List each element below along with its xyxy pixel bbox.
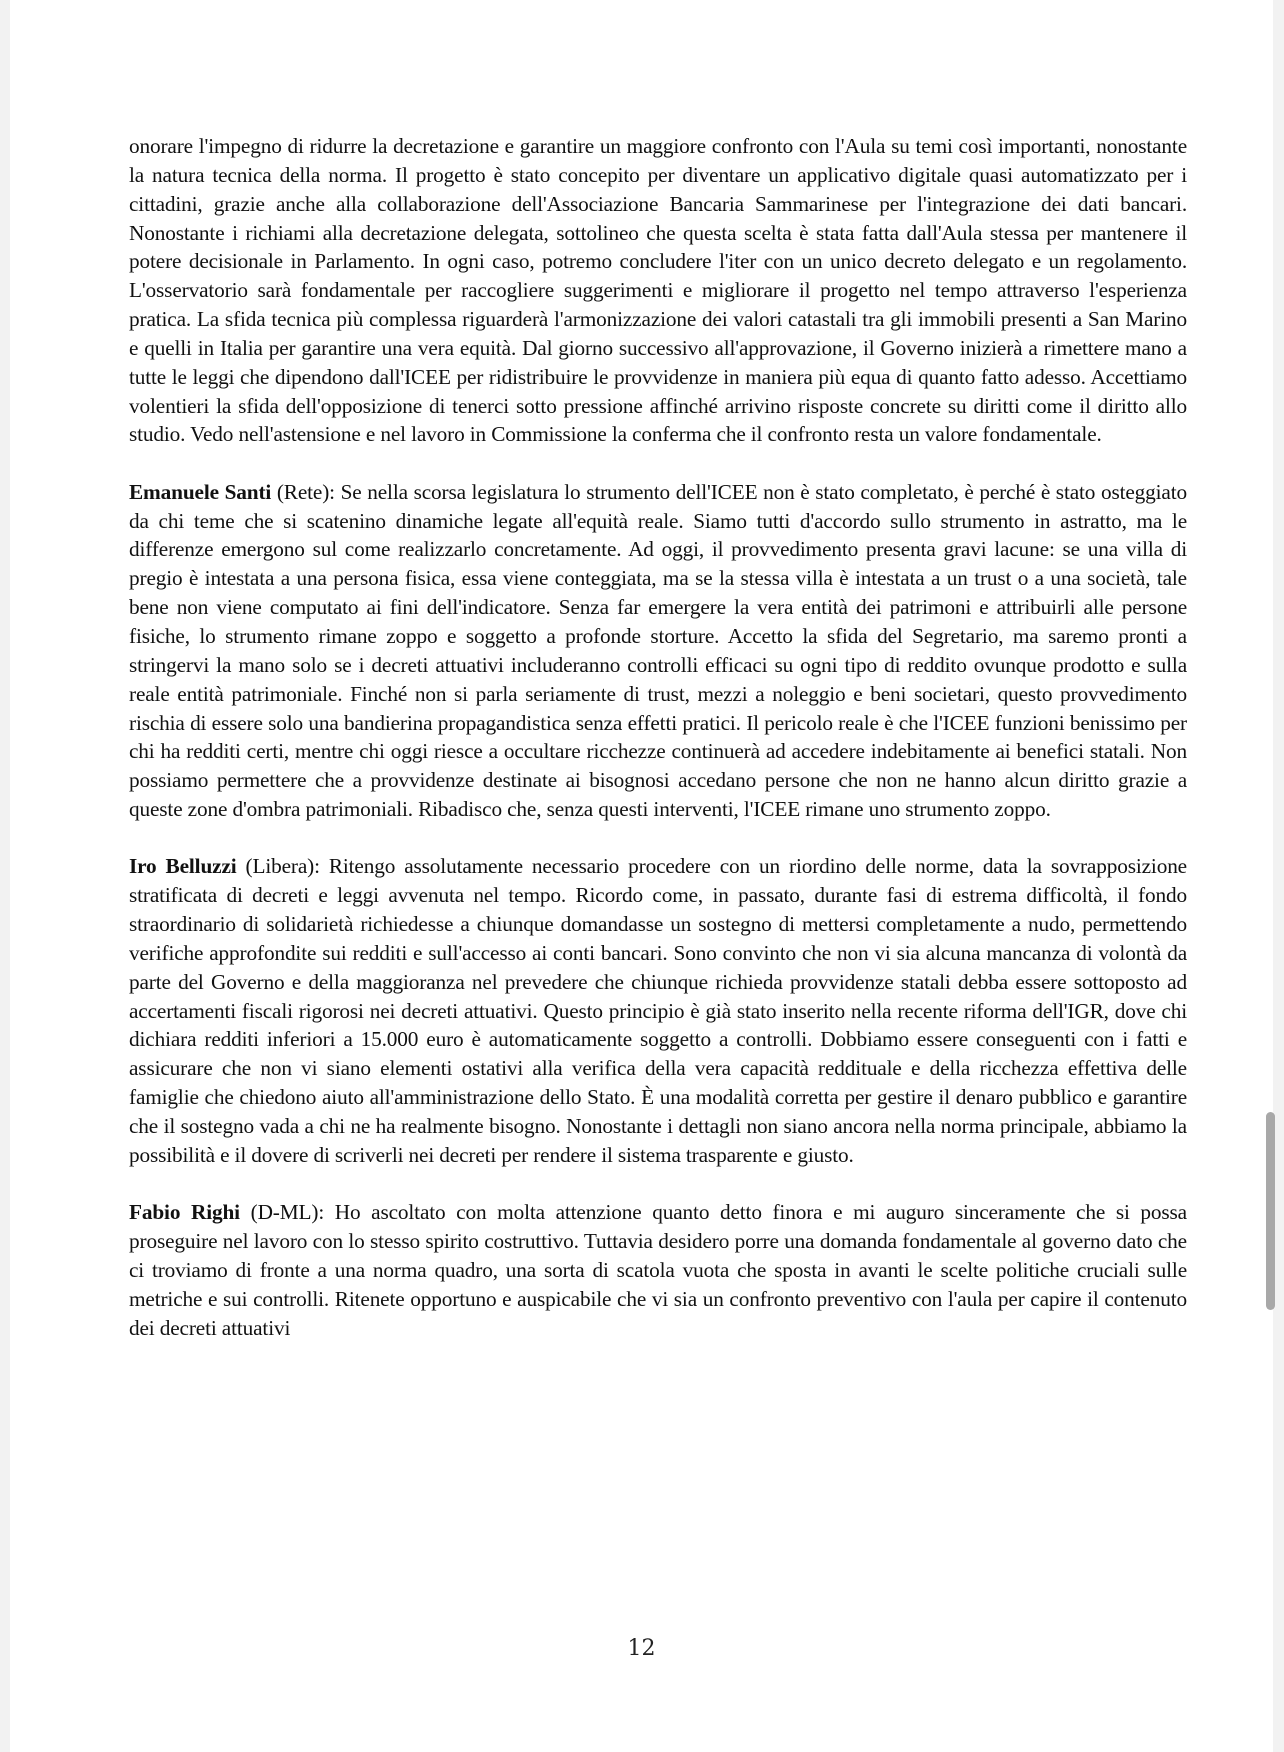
paragraph-speech — [129, 478, 1187, 824]
scrollbar-thumb[interactable] — [1266, 1112, 1275, 1310]
paragraph-text: Ritengo assolutamente necessario procedere con un riordino delle norme, data la sovrapposizione stratificata di decreti e leggi avvenuta nel tempo. Ricordo come, in passato, durante fasi di estrema difficoltà, il fondo straordinario di solidarietà richiedesse a chiunque domandasse un sostegno di mettersi completamente a nudo, permettendo verifiche approfondite sui redditi e sull'accesso ai conti bancari. Sono convinto che non vi sia alcuna mancanza di volontà da parte del Governo e della maggioranza nel prevedere che chiunque richieda provvidenze statali debba essere sottoposto ad accertamenti fiscali rigorosi nei decreti attuativi. Questo principio è già stato inserito nella recente riforma dell'IGR, dove chi dichiara redditi inferiori a 15.000 euro è automaticamente soggetto a controlli. Dobbiamo essere conseguenti con i fatti e assicurare che non vi siano elementi ostativi alla verifica della vera capacità reddituale e della ricchezza effettiva delle famiglie che chiedono aiuto all'amministrazione dello Stato. È una modalità corretta per gestire il denaro pubblico e garantire che il sostegno vada a chi ne ha realmente bisogno. Nonostante i dettagli non siano ancora nella norma principale, abbiamo la possibilità e il dovere di scriverli nei decreti per rendere il sistema trasparente e giusto. — [129, 854, 1187, 1167]
paragraph-text: Ho ascoltato con molta attenzione quanto detto finora e mi auguro sinceramente che si possa proseguire nel lavoro con lo stesso spirito costruttivo. Tuttavia desidero porre una domanda fondamentale al governo dato che ci troviamo di fronte a una norma quadro, una sorta di scatola vuota che sposta in avanti le scelte politiche cruciali sulle metriche e sui controlli. Ritenete opportuno e auspicabile che vi sia un confronto preventivo con l'aula per capire il contenuto dei decreti attuativi — [129, 1200, 1187, 1340]
paragraph-text: Se nella scorsa legislatura lo strumento dell'ICEE non è stato completato, è perché è stato osteggiato da chi teme che si scatenino dinamiche legate all'equità reale. Siamo tutti d'accordo sullo strumento in astratto, ma le differenze emergono sul come realizzarlo concretamente. Ad oggi, il provvedimento presenta gravi lacune: se una villa di pregio è intestata a una persona fisica, essa viene conteggiata, ma se la stessa villa è intestata a un trust o a una società, tale bene non viene computato ai fini dell'indicatore. Senza far emergere la vera entità dei patrimoni e attribuirli alle persone fisiche, lo strumento rimane zoppo e soggetto a profonde storture. Accetto la sfida del Segretario, ma saremo pronti a stringervi la mano solo se i decreti attuativi includeranno controlli efficaci su ogni tipo di reddito ovunque prodotto e sulla reale entità patrimoniale. Finché non si parla seriamente di trust, mezzi a noleggio e beni societari, questo provvedimento rischia di essere solo una bandierina propagandistica senza effetti pratici. Il pericolo reale è che l'ICEE funzioni benissimo per chi ha redditi certi, mentre chi oggi riesce a occultare ricchezze continuerà ad accedere indebitamente ai benefici statali. Non possiamo permettere che a provvidenze destinate ai bisognosi accedano persone che non ne hanno alcun diritto grazie a queste zone d'ombra patrimoniali. Ribadisco che, senza questi interventi, l'ICEE rimane uno strumento zoppo. — [129, 479, 1187, 822]
speaker-name: Iro Belluzzi — [129, 854, 237, 879]
speaker-party: (Libera): — [236, 854, 329, 879]
paragraph-continuation — [129, 132, 1187, 449]
paragraph-speech — [129, 1198, 1187, 1342]
document-page — [10, 0, 1273, 1752]
speaker-party: (Rete): — [271, 479, 341, 504]
speaker-name: Emanuele Santi — [129, 479, 272, 504]
page-content — [129, 132, 1187, 1371]
speaker-party: (D-ML): — [239, 1200, 335, 1225]
speaker-name: Fabio Righi — [129, 1200, 240, 1225]
scrollbar-track[interactable] — [1273, 0, 1284, 1752]
paragraph-text: onorare l'impegno di ridurre la decretazione e garantire un maggiore confronto con l'Aula su temi così importanti, nonostante la natura tecnica della norma. Il progetto è stato concepito per diventare un applicativo digitale quasi automatizzato per i cittadini, grazie anche alla collaborazione dell'Associazione Bancaria Sammarinese per l'integrazione dei dati bancari. Nonostante i richiami alla decretazione delegata, sottolineo che questa scelta è stata fatta dall'Aula stessa per mantenere il potere decisionale in Parlamento. In ogni caso, potremo concludere l'iter con un unico decreto delegato e un regolamento. L'osservatorio sarà fondamentale per raccogliere suggerimenti e migliorare il progetto nel tempo attraverso l'esperienza pratica. La sfida tecnica più complessa riguarderà l'armonizzazione dei valori catastali tra gli immobili presenti a San Marino e quelli in Italia per garantire una vera equità. Dal giorno successivo all'approvazione, il Governo inizierà a rimettere mano a tutte le leggi che dipendono dall'ICEE per ridistribuire le provvidenze in maniera più equa di quanto fatto adesso. Accettiamo volentieri la sfida dell'opposizione di tenerci sotto pressione affinché arrivino risposte concrete su diritti come il diritto allo studio. Vedo nell'astensione e nel lavoro in Commissione la conferma che il confronto resta un valore fondamentale. — [129, 134, 1187, 447]
paragraph-speech — [129, 852, 1187, 1169]
page-number: 12 — [627, 1636, 656, 1661]
